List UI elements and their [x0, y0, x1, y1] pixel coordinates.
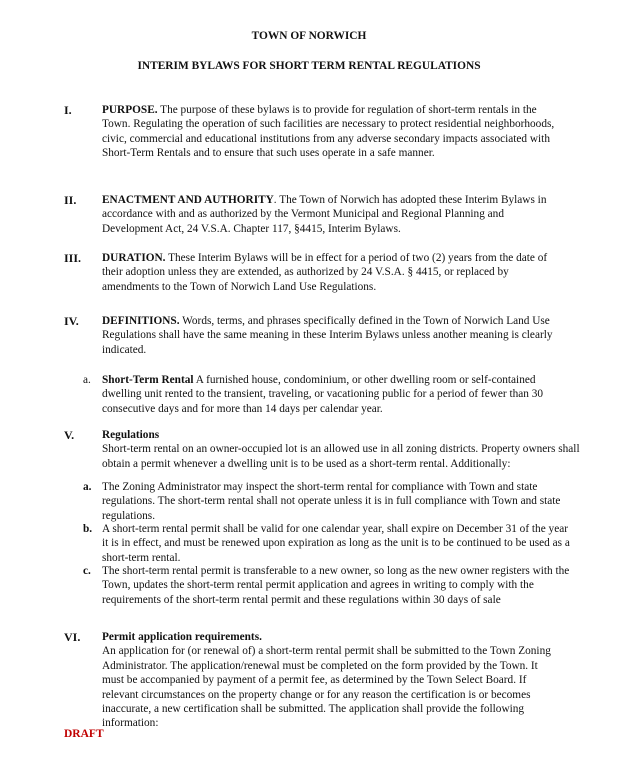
section-body [102, 314, 562, 357]
section-text: An application for (or renewal of) a short-term rental permit shall be submitted to the Town Zoning Administrator. The application/renewal must be completed on the form provided by the Town. It must be accompanied by payment of a permit fee, as determined by the Town Select Board. If relevant circumstances on the property change or for any reason the certification is or becomes inaccurate, a new certification shall be submitted. The application shall provide the following information: [102, 645, 551, 730]
item-text: The Zoning Administrator may inspect the short-term rental for compliance with Town and state regulations. The short-term rental shall not operate unless it is in full compliance with Town and state regulations. [102, 481, 561, 522]
section-body [102, 630, 562, 731]
definition-term: Short-Term Rental [102, 374, 194, 386]
item-letter: b. [83, 523, 93, 535]
item-text: The short-term rental permit is transferable to a new owner, so long as the new owner registers with the Town, updates the short-term rental permit application and agrees in writing to comply with the requirements of the short-term rental permit and these regulations within 30 days of sale [102, 565, 570, 606]
section-text: The purpose of these bylaws is to provide for regulation of short-term rentals in the Town. Regulating the operation of such facilities are necessary to protect residential neighborhoods, civic, commercial and educational institutions from any adverse secondary impacts associated with Short-Term Rentals and to ensure that such uses operate in a safe manner. [102, 104, 555, 160]
section-text: Short-term rental on an owner-occupied lot is an allowed use in all zoning districts. Property owners shall obtain a permit whenever a dwelling unit is to be used as a short-term rental. Additionally: [102, 443, 580, 470]
document-town-title: TOWN OF NORWICH [251, 30, 367, 42]
section-heading: DURATION. [102, 252, 166, 264]
section-text: . The Town of Norwich has adopted these Interim Bylaws in accordance with and as authorized by the Vermont Municipal and Regional Planning and Development Act, 24 V.S.A. Chapter 117, §4415, Interim Bylaws. [102, 194, 547, 235]
section-body [102, 428, 582, 471]
draft-label: DRAFT [64, 728, 104, 740]
item-text: A short-term rental permit shall be valid for one calendar year, shall expire on December 31 of the year it is in effect, and must be renewed upon expiration as long as the unit is to be continued to be used as a short-term rental. [102, 523, 570, 564]
section-body [102, 251, 562, 294]
section-number: VI. [64, 630, 81, 644]
section-heading: DEFINITIONS. [102, 315, 180, 327]
section-text: Words, terms, and phrases specifically defined in the Town of Norwich Land Use Regulations shall have the same meaning in these Interim Bylaws unless another meaning is clearly indicated. [102, 315, 553, 356]
item-text [102, 373, 562, 416]
item-letter: a. [83, 481, 92, 493]
section-number: IV. [64, 314, 79, 328]
section-number: I. [64, 103, 72, 117]
section-body [102, 103, 562, 161]
item-letter: c. [83, 565, 91, 577]
section-heading: ENACTMENT AND AUTHORITY [102, 194, 274, 206]
section-number: V. [64, 428, 75, 442]
item-letter: a. [83, 374, 91, 386]
section-heading: Permit application requirements. [102, 631, 262, 643]
section-body [102, 193, 562, 236]
section-text: These Interim Bylaws will be in effect for a period of two (2) years from the date of their adoption unless they are extended, as authorized by 24 V.S.A. § 4415, or replaced by amendments to the Town of Norwich Land Use Regulations. [102, 252, 548, 293]
definition-text: A furnished house, condominium, or other dwelling room or self-contained dwelling unit rented to the transient, traveling, or vacationing public for a period of fewer than 30 consecutive days and for more than 14 days per calendar year. [102, 374, 544, 415]
document-subtitle: INTERIM BYLAWS FOR SHORT TERM RENTAL REGULATIONS [137, 60, 481, 72]
section-number: III. [64, 251, 82, 265]
section-number: II. [64, 193, 77, 207]
section-heading: Regulations [102, 429, 160, 441]
section-heading: PURPOSE. [102, 104, 158, 116]
